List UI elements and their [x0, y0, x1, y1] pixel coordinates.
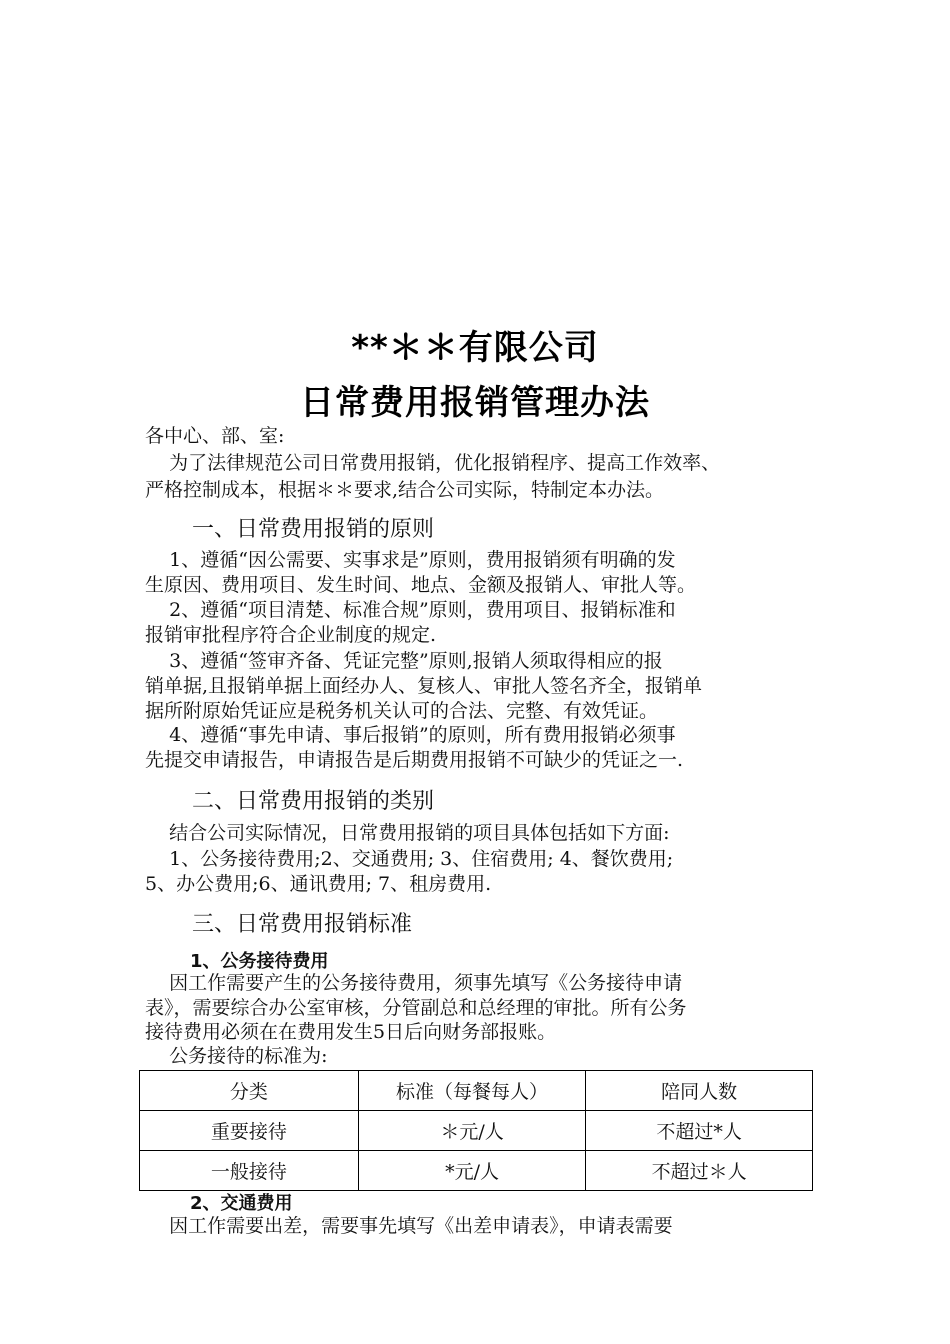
salutation: 各中心、部、室:	[145, 425, 285, 447]
table-cell: 一般接待	[140, 1151, 359, 1191]
paragraph-line: 销单据,且报销单据上面经办人、复核人、审批人签名齐全，报销单	[145, 675, 703, 697]
company-title: **＊＊有限公司	[351, 328, 599, 368]
table-row	[140, 1111, 813, 1151]
paragraph-line: 1、公务接待费用;2、交通费用; 3、住宿费用; 4、餐饮费用;	[145, 848, 674, 870]
subsection-heading: 1、公务接待费用	[190, 951, 329, 972]
table-cell: 重要接待	[140, 1111, 359, 1151]
paragraph-line: 结合公司实际情况，日常费用报销的项目具体包括如下方面:	[145, 822, 670, 844]
subsection-heading: 2、交通费用	[190, 1193, 293, 1214]
paragraph-line: 2、遵循“项目清楚、标准合规”原则，费用项目、报销标准和	[145, 599, 676, 621]
table-header-cell: 标准（每餐每人）	[358, 1071, 586, 1111]
reception-standard-table	[139, 1070, 813, 1191]
paragraph-line: 先提交申请报告，申请报告是后期费用报销不可缺少的凭证之一.	[145, 749, 684, 771]
paragraph-line: 接待费用必须在在费用发生5日后向财务部报账。	[145, 1021, 557, 1043]
intro-line: 严格控制成本，根据＊＊要求,结合公司实际，特制定本办法。	[145, 479, 665, 501]
table-header-cell: 陪同人数	[586, 1071, 813, 1111]
paragraph-line: 4、遵循“事先申请、事后报销”的原则，所有费用报销必须事	[145, 724, 676, 746]
paragraph-line: 3、遵循“签审齐备、凭证完整”原则,报销人须取得相应的报	[145, 650, 663, 672]
table-cell: 不超过*人	[586, 1111, 813, 1151]
paragraph-line: 1、遵循“因公需要、实事求是”原则，费用报销须有明确的发	[145, 549, 676, 571]
paragraph-line: 公务接待的标准为:	[145, 1045, 328, 1067]
paragraph-line: 表》，需要综合办公室审核，分管副总和总经理的审批。所有公务	[145, 997, 687, 1019]
intro-line: 为了法律规范公司日常费用报销，优化报销程序、提高工作效率、	[145, 452, 721, 474]
paragraph-line: 报销审批程序符合企业制度的规定.	[145, 624, 437, 646]
document-title: 日常费用报销管理办法	[300, 383, 650, 423]
paragraph-line: 因工作需要出差，需要事先填写《出差申请表》，申请表需要	[145, 1215, 673, 1237]
paragraph-line: 因工作需要产生的公务接待费用，须事先填写《公务接待申请	[145, 972, 683, 994]
table-row	[140, 1151, 813, 1191]
table-header-cell: 分类	[140, 1071, 359, 1111]
table-cell: ＊元/人	[358, 1111, 586, 1151]
paragraph-line: 生原因、费用项目、发生时间、地点、金额及报销人、审批人等。	[145, 574, 697, 596]
section-heading: 三、日常费用报销标准	[192, 912, 413, 937]
table-header-row	[140, 1071, 813, 1111]
paragraph-line: 据所附原始凭证应是税务机关认可的合法、完整、有效凭证。	[145, 700, 659, 722]
paragraph-line: 5、办公费用;6、通讯费用; 7、租房费用.	[145, 873, 492, 895]
table-cell: *元/人	[358, 1151, 586, 1191]
section-heading: 一、日常费用报销的原则	[192, 517, 435, 542]
table-cell: 不超过＊人	[586, 1151, 813, 1191]
section-heading: 二、日常费用报销的类别	[192, 789, 435, 814]
